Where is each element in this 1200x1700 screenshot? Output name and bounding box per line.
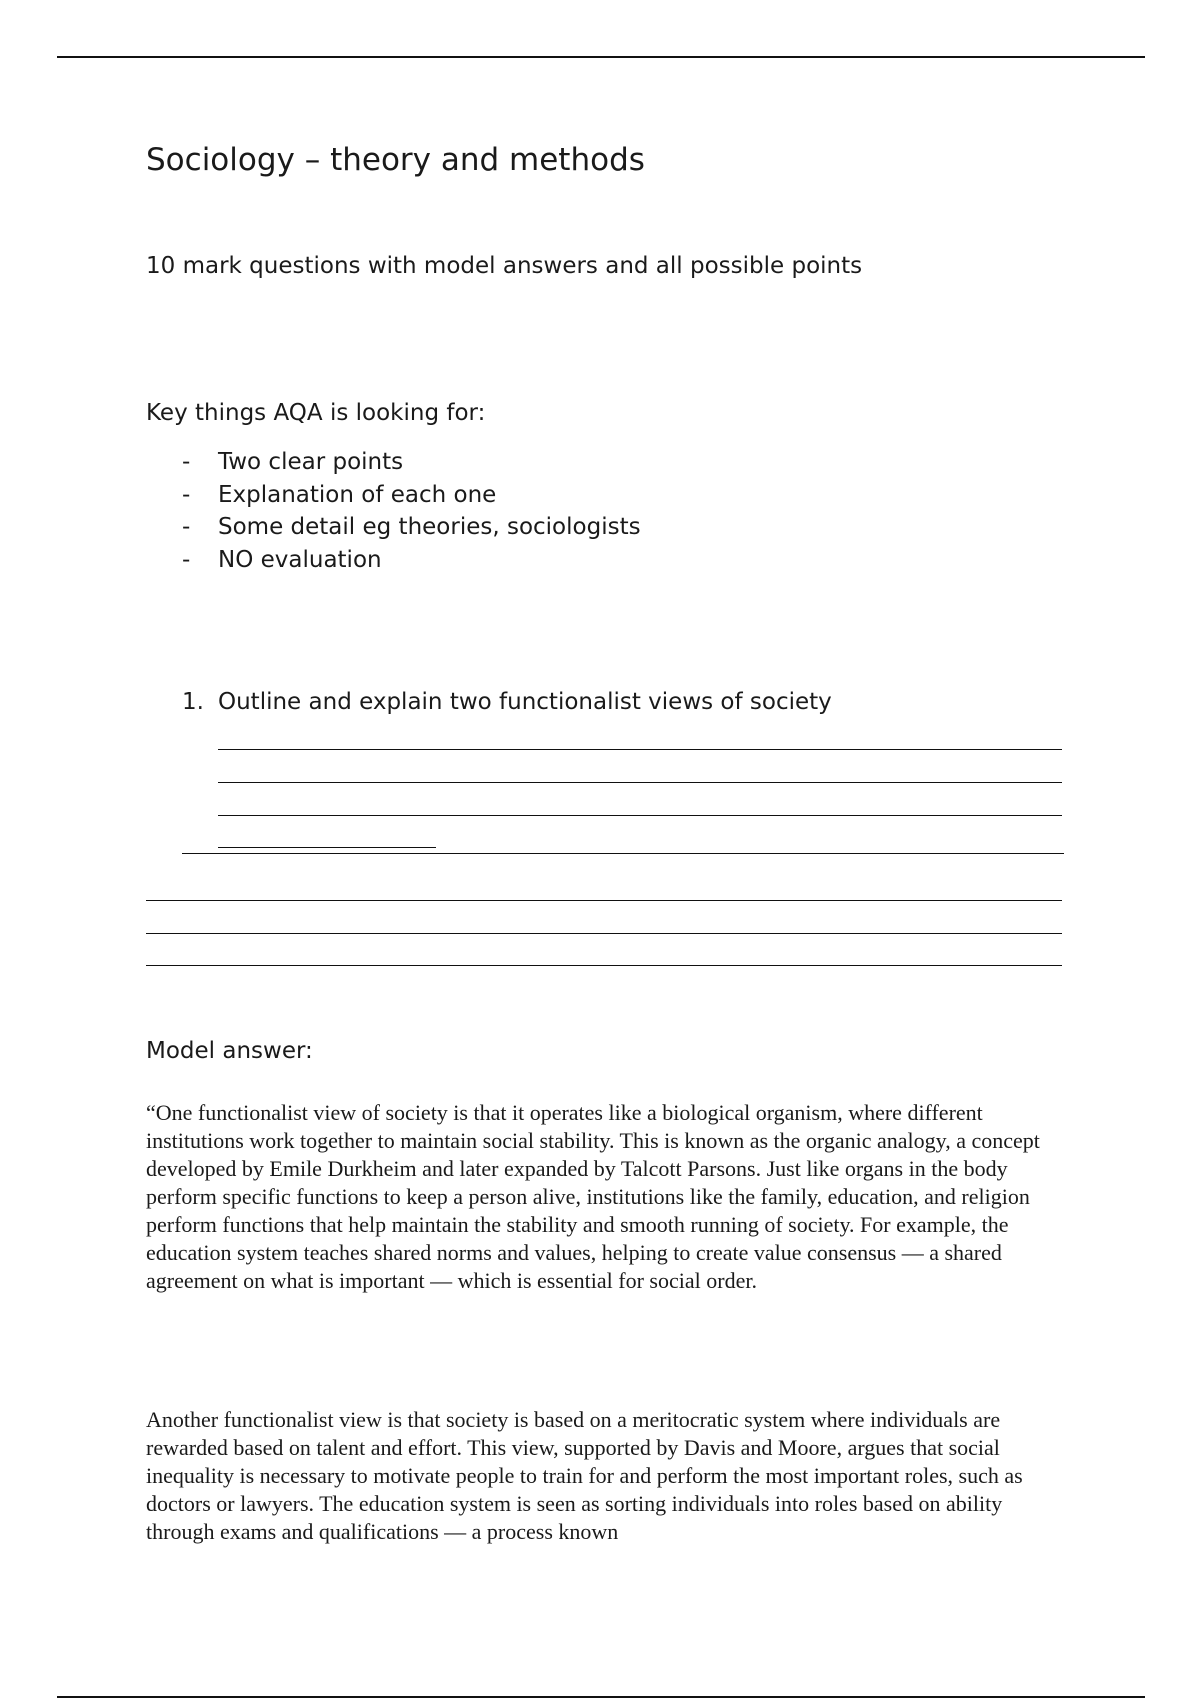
list-item	[182, 544, 641, 577]
list-item-text: NO evaluation	[218, 546, 382, 573]
list-item	[182, 446, 641, 479]
page-top-rule	[57, 56, 1145, 58]
key-things-heading: Key things AQA is looking for:	[146, 400, 486, 426]
answer-line	[182, 853, 1064, 854]
bullet-dash: -	[182, 514, 191, 540]
list-item-text: Some detail eg theories, sociologists	[218, 514, 641, 540]
answer-line	[146, 900, 1062, 901]
document-subtitle: 10 mark questions with model answers and all possible points	[146, 253, 863, 279]
key-things-list	[182, 446, 641, 576]
answer-line	[146, 933, 1062, 934]
list-item	[182, 479, 641, 512]
question-number: 1.	[182, 689, 204, 715]
model-answer-heading: Model answer:	[146, 1038, 313, 1064]
question-text: Outline and explain two functionalist views of society	[218, 689, 832, 715]
answer-line-short	[218, 847, 436, 848]
question-1	[182, 689, 832, 715]
bullet-dash: -	[182, 546, 191, 573]
list-item-text: Two clear points	[218, 449, 404, 475]
document-title: Sociology – theory and methods	[146, 142, 645, 178]
answer-line	[146, 965, 1062, 966]
bullet-dash: -	[182, 481, 191, 508]
bullet-dash: -	[182, 449, 191, 475]
answer-line	[218, 782, 1062, 783]
model-answer-paragraph: Another functionalist view is that society is based on a meritocratic system where individuals are rewarded based on talent and effort. This view, supported by Davis and Moore, argues that social inequality is necessary to motivate people to train for and perform the most important roles, such as doctors or lawyers. The education system is seen as sorting individuals into roles based on ability through exams and qualifications — a process known	[146, 1407, 1023, 1544]
page-bottom-rule	[57, 1696, 1145, 1698]
answer-line	[218, 749, 1062, 750]
list-item	[182, 511, 641, 544]
model-answer-paragraph: “One functionalist view of society is that it operates like a biological organism, where different institutions work together to maintain social stability. This is known as the organic analogy, a concept developed by Emile Durkheim and later expanded by Talcott Parsons. Just like organs in the body perform specific functions to keep a person alive, institutions like the family, education, and religion perform functions that help maintain the stability and smooth running of society. For example, the education system teaches shared norms and values, helping to create value consensus — a shared agreement on what is important — which is essential for social order.	[146, 1100, 1040, 1293]
list-item-text: Explanation of each one	[218, 481, 497, 508]
answer-line	[218, 815, 1062, 816]
